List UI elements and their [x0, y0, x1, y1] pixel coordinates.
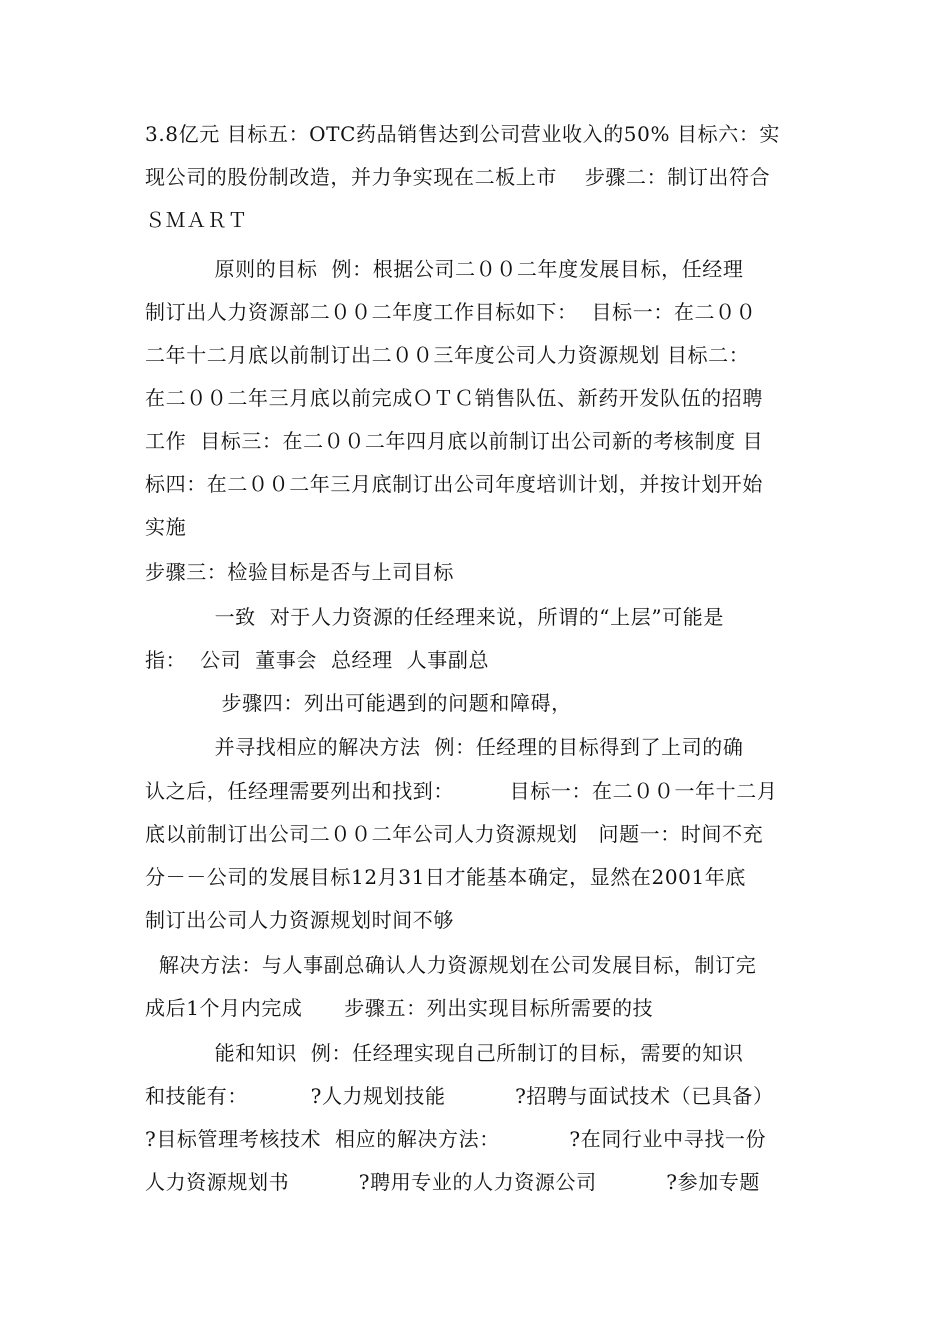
text-line: 实施 — [145, 515, 187, 539]
text-line: 人力资源规划书 ?聘用专业的人力资源公司 ?参加专题 — [145, 1170, 760, 1194]
text-line: 认之后，任经理需要列出和找到： 目标一：在二００一年十二月 — [145, 779, 778, 803]
text-line: 现公司的股份制改造，并力争实现在二板上市 步骤二：制订出符合 — [145, 165, 771, 189]
text-line: 步骤四：列出可能遇到的问题和障碍， — [145, 691, 572, 715]
text-line: ?目标管理考核技术 相应的解决方法： ?在同行业中寻找一份 — [145, 1127, 767, 1151]
text-line: 制订出人力资源部二００二年度工作目标如下： 目标一：在二００ — [145, 300, 757, 324]
text-line: 二年十二月底以前制订出二００三年度公司人力资源规划 目标二： — [145, 343, 750, 367]
text-line: 一致 对于人力资源的任经理来说，所谓的“上层”可能是 — [145, 605, 724, 629]
text-line: 原则的目标 例：根据公司二００二年度发展目标，任经理 — [145, 257, 744, 281]
text-line: 成后1个月内完成 步骤五：列出实现目标所需要的技 — [145, 996, 654, 1020]
text-line: 在二００二年三月底以前完成ＯＴＣ销售队伍、新药开发队伍的招聘 — [145, 386, 763, 410]
text-line: 标四：在二００二年三月底制订出公司年度培训计划，并按计划开始 — [145, 472, 763, 496]
text-line: 和技能有： ?人力规划技能 ?招聘与面试技术（已具备） — [145, 1084, 774, 1108]
text-line: 解决方法：与人事副总确认人力资源规划在公司发展目标，制订完 — [145, 953, 757, 977]
text-line: 3.8亿元 目标五：OTC药品销售达到公司营业收入的50% 目标六：实 — [145, 122, 781, 146]
text-line: 底以前制订出公司二００二年公司人力资源规划 问题一：时间不充 — [145, 822, 764, 846]
text-line: ＳＭＡＲＴ — [145, 208, 248, 232]
text-line: 工作 目标三：在二００二年四月底以前制订出公司新的考核制度 目 — [145, 429, 764, 453]
text-line: 步骤三：检验目标是否与上司目标 — [145, 560, 454, 584]
text-line: 能和知识 例：任经理实现自己所制订的目标，需要的知识 — [145, 1041, 744, 1065]
text-line: 分－－公司的发展目标12月31日才能基本确定，显然在2001年底 — [145, 865, 746, 889]
text-line: 指： 公司 董事会 总经理 人事副总 — [145, 648, 490, 672]
text-line: 制订出公司人力资源规划时间不够 — [145, 908, 454, 932]
text-line: 并寻找相应的解决方法 例：任经理的目标得到了上司的确 — [145, 735, 744, 759]
